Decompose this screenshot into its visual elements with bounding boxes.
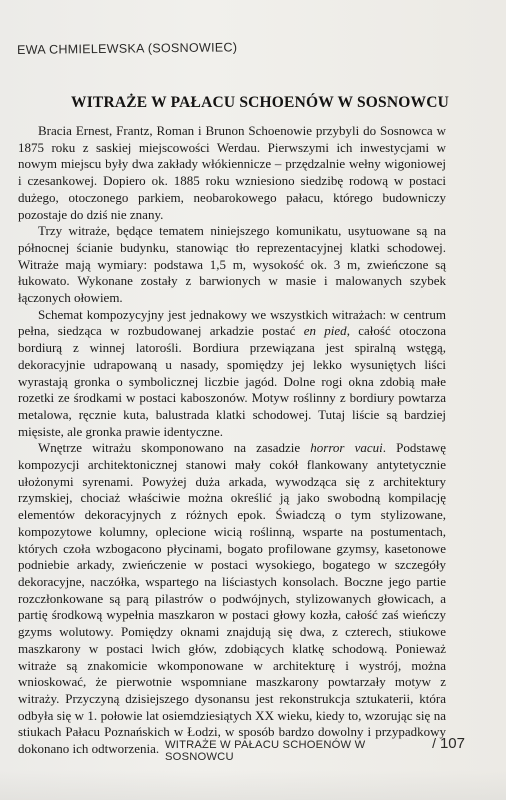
paragraph-1: Bracia Ernest, Frantz, Roman i Brunon Schoenowie przybyli do Sosnowca w 1875 roku z saskiej miejscowości Werdau. Pierwszymi ich inwestycjami w nowym miejscu były dwa zakłady włókiennicze – przędzalnie wełny wigoniowej i czesankowej. Dopiero ok. 1885 roku wzniesiono siedzibę rodową w postaci dużego, otoczonego parkiem, neobarokowego pałacu, którego budowniczy pozostaje do dziś nie znany. [18,123,446,222]
paragraph-4: Wnętrze witrażu skomponowano na zasadzie horror vacui. Podstawę kompozycji architektonicznej stanowi mały cokół flankowany antytetycznie ułożonymi syrenami. Powyżej duża arkada, wywodząca się z architektury rzymskiej, chociaż właściwie można określić ją jako swobodną kompilację elementów dekoracyjnych z różnych epok. Świadczą o tym stylizowane, kompozytowe kolumny, oplecione wicią roślinną, wsparte na postumentach, których czoła wzbogacono płycinami, bogato profilowane gzymsy, kasetonowe podniebie arkady, zwieńczenie w postaci wysokiego, bogatego w szczegóły dekoracyjne, naczółka, wspartego na liściastych konsolach. Boczne jego partie rozczłonkowane są parą pilastrów o podwójnych, stylizowanych głowicach, a partię środkową wypełnia maszkaron w postaci głowy kozła, całość zaś wieńczy gzyms wolutowy. Pomiędzy oknami znajdują się dwa, z czterech, stiukowe maszkarony w postaci lwich głów, zdobiących klatkę schodową. Ponieważ witraże są znakomicie wkomponowane w architekturę i wystrój, można wnioskować, że pierwotnie wspomniane maszkarony powtarzały motyw z witraży. Przyczyną dzisiejszego dysonansu jest rekonstrukcja sztukaterii, która odbyła się w 1. połowie lat osiemdziesiątych XX wieku, kiedy to, wzorując się na stiukach Pałacu Poznańskich w Łodzi, w sposób bardzo dowolny i przypadkowy dokonano ich odtworzenia. [18,440,446,757]
running-header-author: EWA CHMIELEWSKA (SOSNOWIEC) [17,40,238,57]
page-shadow [0,770,506,800]
paragraph-3: Schemat kompozycyjny jest jednakowy we wszystkich witrażach: w centrum pełna, siedząca w rozbudowanej arkadzie postać en pied, całość otoczona bordiurą z winnej latorośli. Bordiura przewiązana jest spiralną wstęgą, dekoracyjnie udrapowaną u nasady, spomiędzy jej lekko wysuniętych liści wyrastają gronka o symbolicznej liczbie jagód. Dolne rogi okna zdobią małe rozetki ze środkami w postaci kaboszonów. Motyw roślinny z bordiury powtarza metalowa, ręcznie kuta, balustrada klatki schodowej. Tutaj liście są bardziej mięsiste, ale gronka prawie identyczne. [18,306,447,439]
footer-running-title: WITRAŻE W PAŁACU SCHOENÓW W SOSNOWCU [165,739,366,763]
italic-term: horror vacui [310,440,383,456]
italic-term: en pied [303,323,347,339]
running-footer [165,735,465,763]
paragraph-2: Trzy witraże, będące tematem niniejszego komunikatu, usytuowane są na północnej ścianie budynku, stanowiąc tło reprezentacyjnej klatki schodowej. Witraże mają wymiary: podstawa 1,5 m, wysokość ok. 3 m, zwieńczone są łukowato. Wykonane zostały z barwionych w masie i malowanych szybek łączonych ołowiem. [18,223,446,306]
page-number: 107 [439,735,465,752]
footer-separator: / [432,735,436,751]
article-body [18,123,446,758]
article-title: WITRAŻE W PAŁACU SCHOENÓW W SOSNOWCU [71,94,449,111]
